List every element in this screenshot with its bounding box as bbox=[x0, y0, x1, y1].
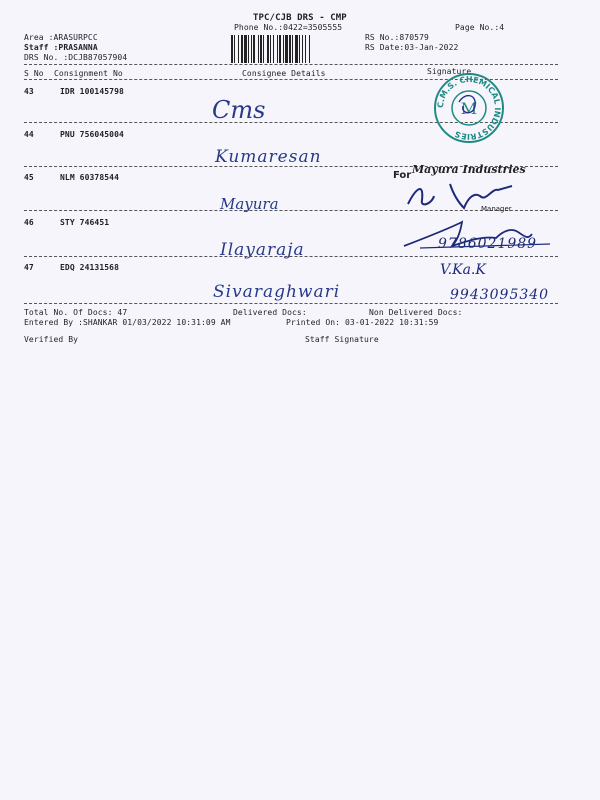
barcode bbox=[231, 35, 356, 63]
row-consignment: EDQ 24131568 bbox=[60, 263, 119, 272]
document-title: TPC/CJB DRS - CMP bbox=[253, 13, 347, 23]
phone-number: Phone No.:0422=3505555 bbox=[234, 23, 343, 32]
company-seal-stamp bbox=[433, 72, 505, 144]
handwritten-phone: 9943095340 bbox=[450, 287, 550, 303]
row-sno: 43 bbox=[24, 87, 34, 96]
handwritten-name: Sivaraghwari bbox=[213, 282, 341, 302]
total-docs: Total No. Of Docs: 47 bbox=[24, 308, 128, 317]
stamp-role: Manager bbox=[481, 205, 512, 213]
row-sno: 47 bbox=[24, 263, 34, 272]
row-consignment: PNU 756045004 bbox=[60, 130, 124, 139]
column-header-sno: S No bbox=[24, 69, 44, 78]
area-label: Area :ARASURPCC bbox=[24, 33, 98, 42]
staff-signature-label: Staff Signature bbox=[305, 335, 379, 344]
row-consignment: STY 746451 bbox=[60, 218, 110, 227]
delivered-docs: Delivered Docs: bbox=[233, 308, 307, 317]
row-sno: 45 bbox=[24, 173, 34, 182]
handwritten-phone: 9786021989 bbox=[438, 236, 538, 252]
entered-by: Entered By :SHANKAR 01/03/2022 10:31:09 AM bbox=[24, 318, 231, 327]
handwritten-name: Ilayaraja bbox=[220, 240, 305, 260]
row-consignment: IDR 100145798 bbox=[60, 87, 124, 96]
row-sno: 44 bbox=[24, 130, 34, 139]
column-header-consignee: Consignee Details bbox=[242, 69, 326, 78]
rs-date: RS Date:03-Jan-2022 bbox=[365, 43, 459, 52]
stamp-company-name: Mayura Industries bbox=[412, 163, 526, 176]
handwritten-name: Cms bbox=[212, 96, 266, 124]
verified-by-label: Verified By bbox=[24, 335, 79, 344]
rs-number: RS No.:870579 bbox=[365, 33, 429, 42]
seal-center-text: M bbox=[460, 99, 478, 118]
column-header-consignment: Consignment No bbox=[54, 69, 123, 78]
column-header-signature: Signature bbox=[427, 67, 472, 76]
divider bbox=[24, 303, 558, 304]
stamp-for-label: For bbox=[393, 170, 412, 181]
handwritten-name: Kumaresan bbox=[215, 147, 322, 167]
drs-number: DRS No. :DCJB87057904 bbox=[24, 53, 128, 62]
row-consignment: NLM 60378544 bbox=[60, 173, 119, 182]
seal-ring-text: C.M.S. CHEMICAL INDUSTRIES bbox=[435, 74, 503, 142]
non-delivered-docs: Non Delivered Docs: bbox=[369, 308, 463, 317]
printed-on: Printed On: 03-01-2022 10:31:59 bbox=[286, 318, 439, 327]
page-number: Page No.:4 bbox=[455, 23, 505, 32]
handwritten-name: Mayura bbox=[220, 195, 279, 213]
row-sno: 46 bbox=[24, 218, 34, 227]
manager-signature bbox=[402, 178, 522, 212]
staff-label: Staff :PRASANNA bbox=[24, 43, 98, 52]
handwritten-initials: V.Ka.K bbox=[440, 262, 486, 278]
divider bbox=[24, 64, 558, 65]
